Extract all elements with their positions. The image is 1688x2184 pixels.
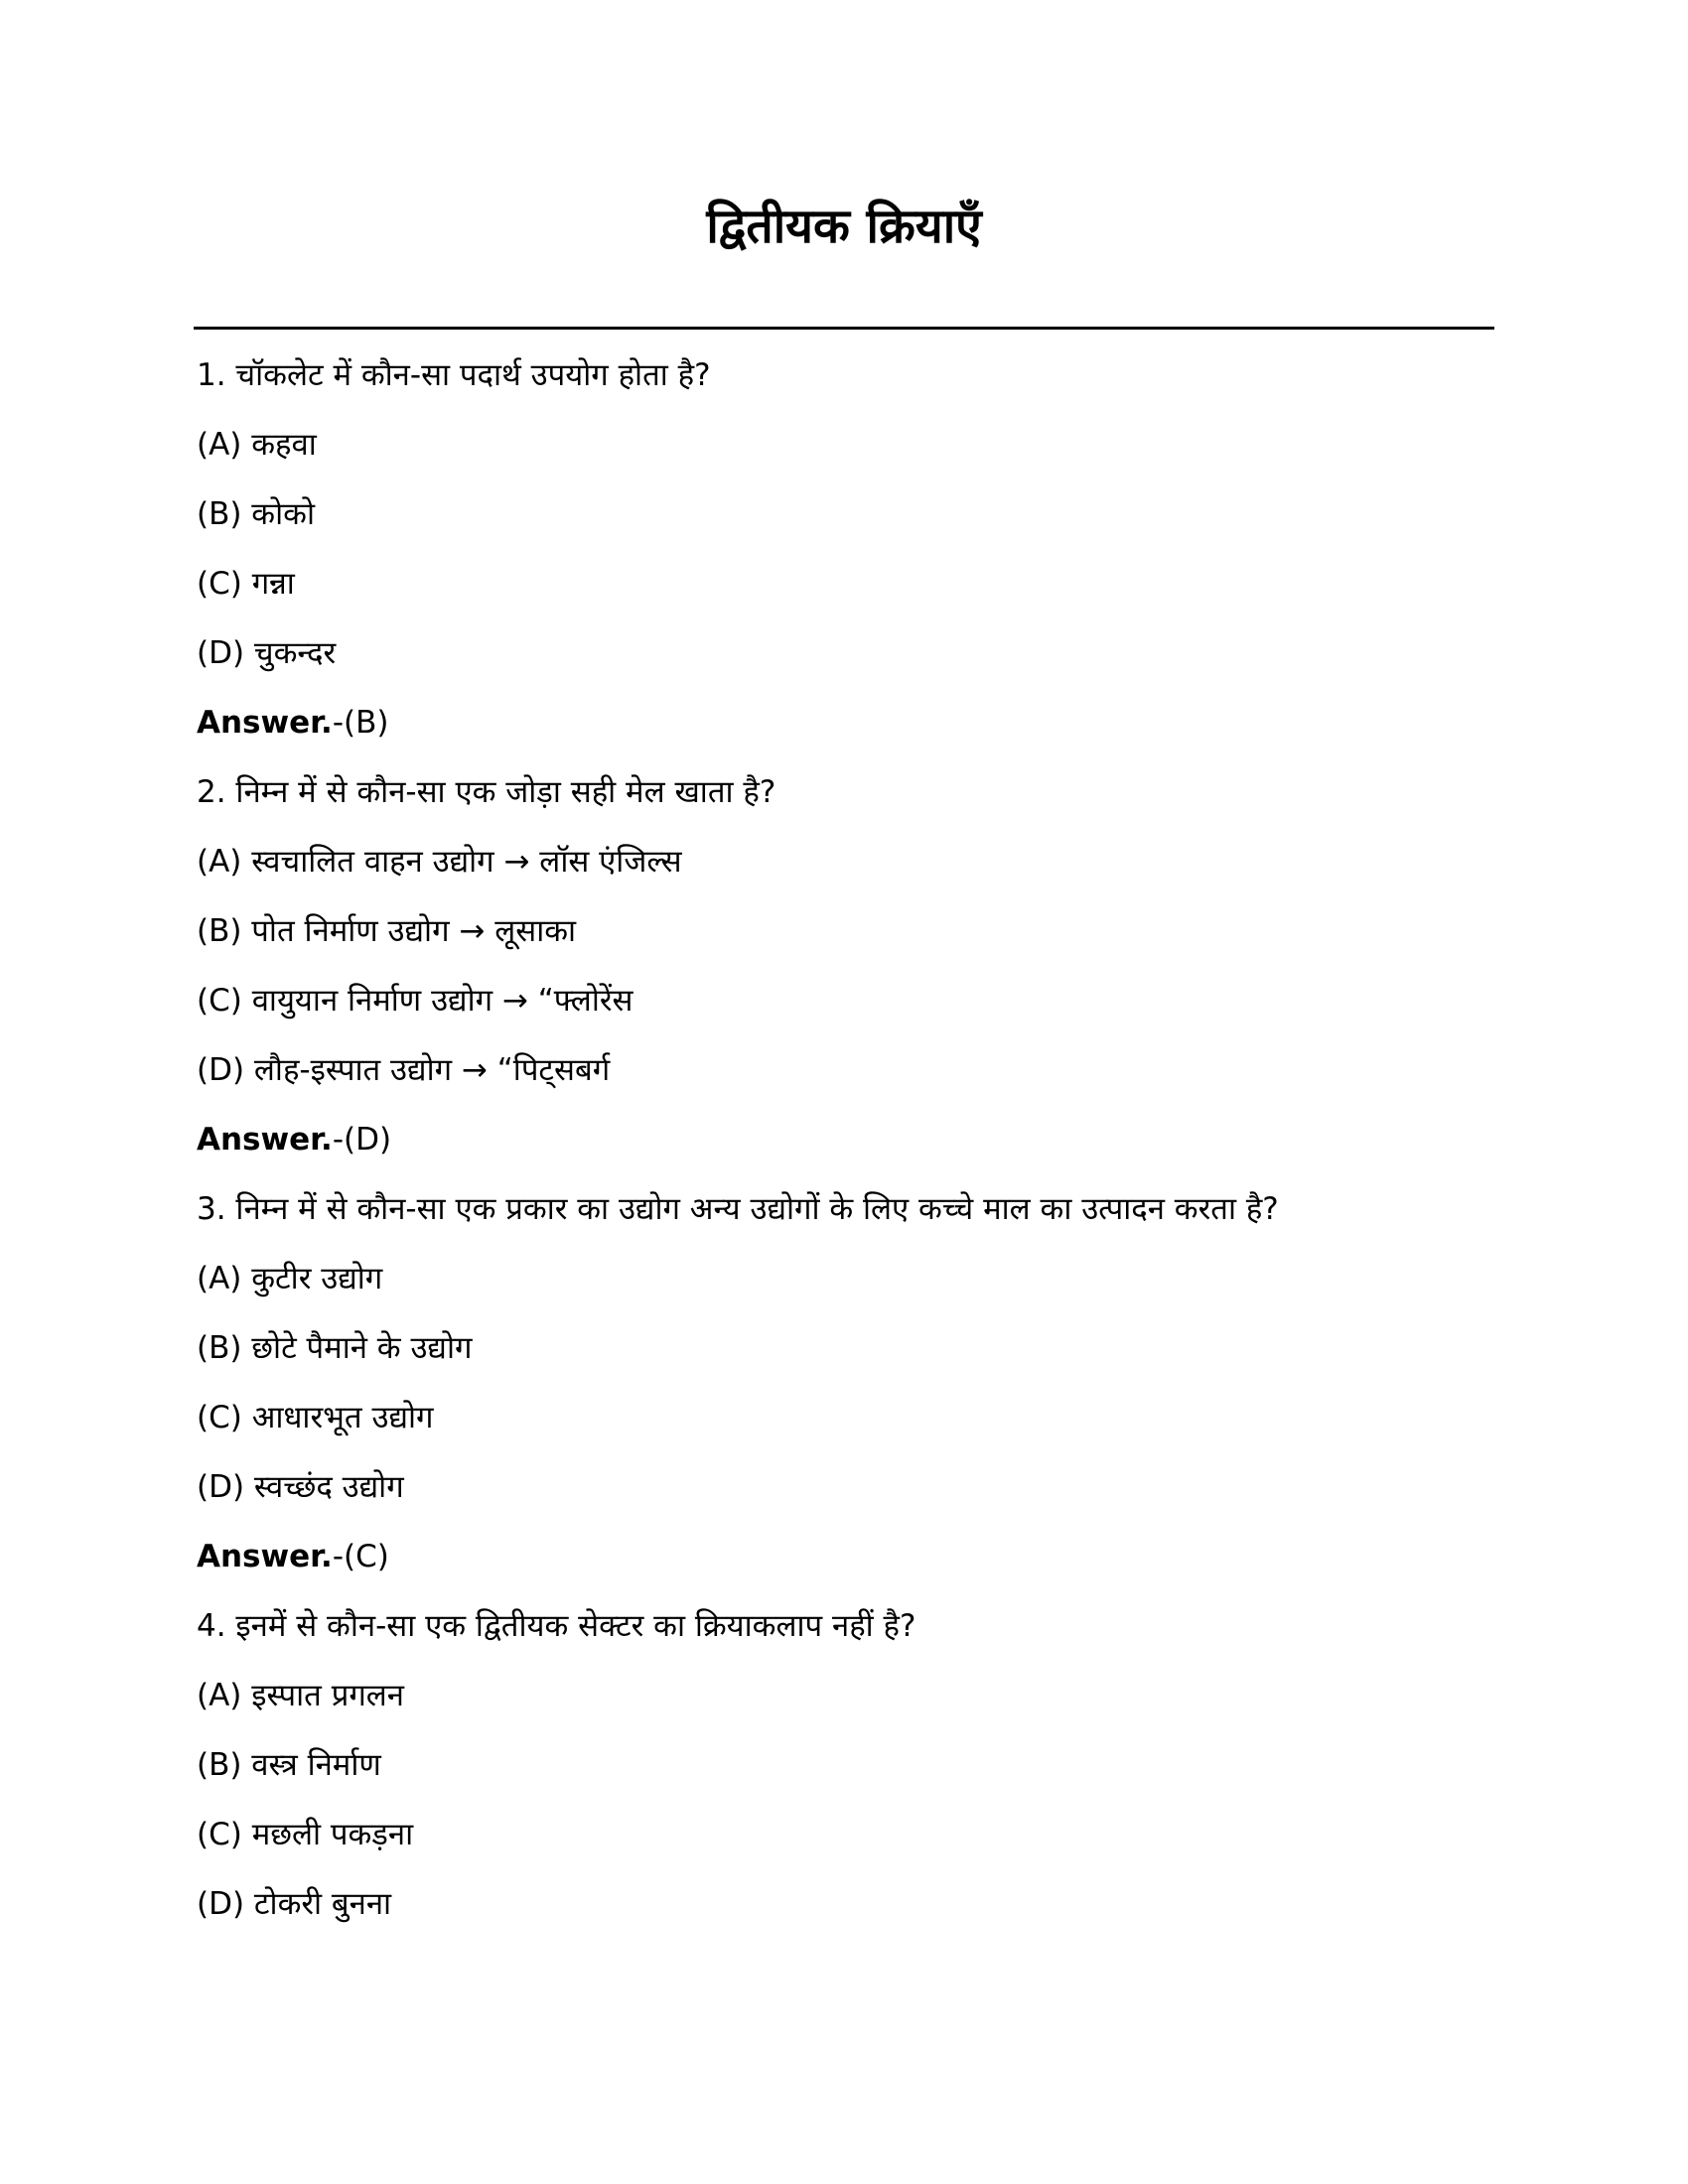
question-4-option-b: (B) वस्त्र निर्माण [197, 1747, 381, 1783]
question-3-option-a: (A) कुटीर उद्योग [197, 1261, 383, 1297]
question-2-option-a: (A) स्वचालित वाहन उद्योग → लॉस एंजिल्स [197, 844, 682, 880]
question-1-text: 1. चॉकलेट में कौन-सा पदार्थ उपयोग होता है? [197, 357, 711, 393]
answer-value: -(C) [332, 1539, 389, 1574]
title-divider [194, 327, 1494, 330]
question-3-option-d: (D) स्वच्छंद उद्योग [197, 1469, 404, 1505]
question-3-option-c: (C) आधारभूत उद्योग [197, 1400, 434, 1435]
answer-label: Answer. [197, 705, 333, 741]
question-4-option-a: (A) इस्पात प्रगलन [197, 1678, 405, 1713]
question-1-option-c: (C) गन्ना [197, 566, 295, 602]
answer-value: -(D) [332, 1122, 392, 1158]
answer-value: -(B) [332, 705, 389, 741]
page-title: द्वितीयक क्रियाएँ [706, 199, 982, 254]
answer-label: Answer. [197, 1122, 333, 1158]
question-2-text: 2. निम्न में से कौन-सा एक जोड़ा सही मेल खाता है? [197, 774, 776, 810]
question-1-answer [197, 695, 1507, 764]
question-1-option-d: (D) चुकन्दर [197, 635, 337, 671]
question-4-option-d: (D) टोकरी बुनना [197, 1886, 392, 1922]
question-list [197, 347, 1507, 1946]
answer-label: Answer. [197, 1539, 333, 1574]
question-3-text: 3. निम्न में से कौन-सा एक प्रकार का उद्योग अन्य उद्योगों के लिए कच्चे माल का उत्पादन करता है? [197, 1191, 1279, 1227]
question-4-option-c: (C) मछली पकड़ना [197, 1817, 414, 1852]
question-1-option-a: (A) कहवा [197, 427, 317, 463]
question-3-option-b: (B) छोटे पैमाने के उद्योग [197, 1330, 473, 1366]
question-3-answer [197, 1529, 1507, 1598]
question-2-answer [197, 1112, 1507, 1181]
question-2-option-c: (C) वायुयान निर्माण उद्योग → “फ्लोरेंस [197, 983, 633, 1019]
question-2-option-b: (B) पोत निर्माण उद्योग → लूसाका [197, 913, 577, 949]
question-4-text: 4. इनमें से कौन-सा एक द्वितीयक सेक्टर का क्रियाकलाप नहीं है? [197, 1608, 916, 1644]
question-2-option-d: (D) लौह-इस्पात उद्योग → “पिट्सबर्ग [197, 1052, 611, 1088]
question-1-option-b: (B) कोको [197, 496, 315, 532]
